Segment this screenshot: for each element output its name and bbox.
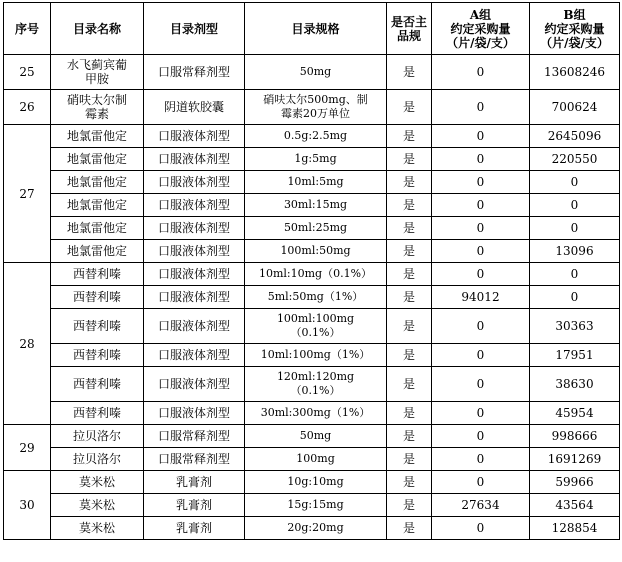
specification-cell: 0.5g:2.5mg bbox=[245, 125, 387, 148]
main-spec-cell: 是 bbox=[387, 240, 432, 263]
drug-name-cell: 莫米松 bbox=[51, 471, 144, 494]
header-group-b-volume: B组 约定采购量 （片/袋/支） bbox=[530, 3, 620, 55]
main-spec-cell: 是 bbox=[387, 471, 432, 494]
specification-cell: 50ml:25mg bbox=[245, 217, 387, 240]
dosage-form-cell: 口服液体剂型 bbox=[144, 148, 245, 171]
group-a-volume-cell: 0 bbox=[432, 448, 530, 471]
table-row bbox=[4, 494, 620, 517]
header-index: 序号 bbox=[4, 3, 51, 55]
group-a-volume-cell: 0 bbox=[432, 55, 530, 90]
group-b-volume-cell: 30363 bbox=[530, 309, 620, 344]
dosage-form-cell: 口服液体剂型 bbox=[144, 402, 245, 425]
drug-name-cell: 西替利嗪 bbox=[51, 344, 144, 367]
main-spec-cell: 是 bbox=[387, 90, 432, 125]
group-b-volume-cell: 0 bbox=[530, 286, 620, 309]
table-row bbox=[4, 344, 620, 367]
specification-cell: 硝呋太尔500mg、制 霉素20万单位 bbox=[245, 90, 387, 125]
group-b-volume-cell: 998666 bbox=[530, 425, 620, 448]
specification-cell: 120ml:120mg （0.1%） bbox=[245, 367, 387, 402]
table-row bbox=[4, 309, 620, 344]
table-header bbox=[4, 3, 620, 55]
header-form: 目录剂型 bbox=[144, 3, 245, 55]
dosage-form-cell: 乳膏剂 bbox=[144, 471, 245, 494]
drug-name-cell: 地氯雷他定 bbox=[51, 240, 144, 263]
specification-cell: 50mg bbox=[245, 425, 387, 448]
dosage-form-cell: 乳膏剂 bbox=[144, 494, 245, 517]
main-spec-cell: 是 bbox=[387, 171, 432, 194]
specification-cell: 20g:20mg bbox=[245, 517, 387, 540]
dosage-form-cell: 口服液体剂型 bbox=[144, 344, 245, 367]
group-a-volume-cell: 0 bbox=[432, 240, 530, 263]
table-row bbox=[4, 448, 620, 471]
group-b-volume-cell: 13608246 bbox=[530, 55, 620, 90]
drug-name-cell: 西替利嗪 bbox=[51, 402, 144, 425]
group-a-volume-cell: 0 bbox=[432, 90, 530, 125]
table-row bbox=[4, 517, 620, 540]
main-spec-cell: 是 bbox=[387, 263, 432, 286]
specification-cell: 10g:10mg bbox=[245, 471, 387, 494]
header-main-spec: 是否主 品规 bbox=[387, 3, 432, 55]
index-cell: 29 bbox=[4, 425, 51, 471]
group-a-volume-cell: 0 bbox=[432, 367, 530, 402]
drug-name-cell: 拉贝洛尔 bbox=[51, 448, 144, 471]
drug-name-cell: 西替利嗪 bbox=[51, 263, 144, 286]
index-cell: 25 bbox=[4, 55, 51, 90]
table-row bbox=[4, 402, 620, 425]
drug-name-cell: 莫米松 bbox=[51, 494, 144, 517]
drug-name-cell: 硝呋太尔制 霉素 bbox=[51, 90, 144, 125]
main-spec-cell: 是 bbox=[387, 309, 432, 344]
index-cell: 28 bbox=[4, 263, 51, 425]
drug-name-cell: 地氯雷他定 bbox=[51, 148, 144, 171]
group-b-volume-cell: 59966 bbox=[530, 471, 620, 494]
main-spec-cell: 是 bbox=[387, 55, 432, 90]
procurement-table-container bbox=[3, 2, 620, 540]
group-b-volume-cell: 220550 bbox=[530, 148, 620, 171]
specification-cell: 10ml:5mg bbox=[245, 171, 387, 194]
table-row bbox=[4, 194, 620, 217]
group-a-volume-cell: 0 bbox=[432, 471, 530, 494]
group-b-volume-cell: 43564 bbox=[530, 494, 620, 517]
dosage-form-cell: 口服液体剂型 bbox=[144, 194, 245, 217]
table-body bbox=[4, 55, 620, 540]
group-a-volume-cell: 0 bbox=[432, 125, 530, 148]
table-row bbox=[4, 471, 620, 494]
group-b-volume-cell: 17951 bbox=[530, 344, 620, 367]
drug-name-cell: 地氯雷他定 bbox=[51, 194, 144, 217]
group-b-volume-cell: 0 bbox=[530, 217, 620, 240]
group-a-volume-cell: 0 bbox=[432, 148, 530, 171]
drug-name-cell: 地氯雷他定 bbox=[51, 171, 144, 194]
group-a-volume-cell: 0 bbox=[432, 517, 530, 540]
specification-cell: 5ml:50mg（1%） bbox=[245, 286, 387, 309]
drug-name-cell: 西替利嗪 bbox=[51, 309, 144, 344]
group-b-volume-cell: 700624 bbox=[530, 90, 620, 125]
index-cell: 27 bbox=[4, 125, 51, 263]
group-a-volume-cell: 0 bbox=[432, 344, 530, 367]
main-spec-cell: 是 bbox=[387, 402, 432, 425]
group-a-volume-cell: 0 bbox=[432, 402, 530, 425]
group-a-volume-cell: 94012 bbox=[432, 286, 530, 309]
group-b-volume-cell: 1691269 bbox=[530, 448, 620, 471]
specification-cell: 10ml:100mg（1%） bbox=[245, 344, 387, 367]
drug-name-cell: 地氯雷他定 bbox=[51, 217, 144, 240]
group-a-volume-cell: 0 bbox=[432, 217, 530, 240]
table-row bbox=[4, 217, 620, 240]
dosage-form-cell: 口服液体剂型 bbox=[144, 286, 245, 309]
dosage-form-cell: 口服液体剂型 bbox=[144, 125, 245, 148]
dosage-form-cell: 口服液体剂型 bbox=[144, 217, 245, 240]
dosage-form-cell: 口服液体剂型 bbox=[144, 367, 245, 402]
dosage-form-cell: 阴道软胶囊 bbox=[144, 90, 245, 125]
group-a-volume-cell: 27634 bbox=[432, 494, 530, 517]
main-spec-cell: 是 bbox=[387, 125, 432, 148]
dosage-form-cell: 口服液体剂型 bbox=[144, 309, 245, 344]
table-row bbox=[4, 367, 620, 402]
drug-name-cell: 拉贝洛尔 bbox=[51, 425, 144, 448]
main-spec-cell: 是 bbox=[387, 148, 432, 171]
specification-cell: 30ml:300mg（1%） bbox=[245, 402, 387, 425]
drug-name-cell: 西替利嗪 bbox=[51, 367, 144, 402]
table-row bbox=[4, 148, 620, 171]
procurement-table bbox=[3, 2, 620, 540]
table-row bbox=[4, 425, 620, 448]
main-spec-cell: 是 bbox=[387, 517, 432, 540]
specification-cell: 100ml:100mg （0.1%） bbox=[245, 309, 387, 344]
dosage-form-cell: 口服常释剂型 bbox=[144, 55, 245, 90]
group-a-volume-cell: 0 bbox=[432, 171, 530, 194]
table-row bbox=[4, 171, 620, 194]
main-spec-cell: 是 bbox=[387, 448, 432, 471]
group-a-volume-cell: 0 bbox=[432, 309, 530, 344]
drug-name-cell: 地氯雷他定 bbox=[51, 125, 144, 148]
main-spec-cell: 是 bbox=[387, 367, 432, 402]
group-b-volume-cell: 128854 bbox=[530, 517, 620, 540]
table-row bbox=[4, 240, 620, 263]
specification-cell: 50mg bbox=[245, 55, 387, 90]
main-spec-cell: 是 bbox=[387, 217, 432, 240]
main-spec-cell: 是 bbox=[387, 494, 432, 517]
table-row bbox=[4, 55, 620, 90]
index-cell: 30 bbox=[4, 471, 51, 540]
table-row bbox=[4, 286, 620, 309]
header-row bbox=[4, 3, 620, 55]
main-spec-cell: 是 bbox=[387, 344, 432, 367]
group-a-volume-cell: 0 bbox=[432, 263, 530, 286]
specification-cell: 10ml:10mg（0.1%） bbox=[245, 263, 387, 286]
header-group-a-volume: A组 约定采购量 （片/袋/支） bbox=[432, 3, 530, 55]
specification-cell: 15g:15mg bbox=[245, 494, 387, 517]
specification-cell: 1g:5mg bbox=[245, 148, 387, 171]
dosage-form-cell: 口服液体剂型 bbox=[144, 171, 245, 194]
group-b-volume-cell: 0 bbox=[530, 263, 620, 286]
header-name: 目录名称 bbox=[51, 3, 144, 55]
table-row bbox=[4, 125, 620, 148]
group-b-volume-cell: 2645096 bbox=[530, 125, 620, 148]
group-a-volume-cell: 0 bbox=[432, 194, 530, 217]
specification-cell: 100ml:50mg bbox=[245, 240, 387, 263]
dosage-form-cell: 乳膏剂 bbox=[144, 517, 245, 540]
group-b-volume-cell: 13096 bbox=[530, 240, 620, 263]
main-spec-cell: 是 bbox=[387, 194, 432, 217]
group-b-volume-cell: 0 bbox=[530, 171, 620, 194]
dosage-form-cell: 口服常释剂型 bbox=[144, 425, 245, 448]
group-b-volume-cell: 45954 bbox=[530, 402, 620, 425]
table-row bbox=[4, 263, 620, 286]
specification-cell: 30ml:15mg bbox=[245, 194, 387, 217]
dosage-form-cell: 口服液体剂型 bbox=[144, 263, 245, 286]
header-spec: 目录规格 bbox=[245, 3, 387, 55]
specification-cell: 100mg bbox=[245, 448, 387, 471]
group-b-volume-cell: 38630 bbox=[530, 367, 620, 402]
group-a-volume-cell: 0 bbox=[432, 425, 530, 448]
index-cell: 26 bbox=[4, 90, 51, 125]
main-spec-cell: 是 bbox=[387, 286, 432, 309]
dosage-form-cell: 口服液体剂型 bbox=[144, 240, 245, 263]
dosage-form-cell: 口服常释剂型 bbox=[144, 448, 245, 471]
drug-name-cell: 水飞蓟宾葡 甲胺 bbox=[51, 55, 144, 90]
main-spec-cell: 是 bbox=[387, 425, 432, 448]
drug-name-cell: 莫米松 bbox=[51, 517, 144, 540]
drug-name-cell: 西替利嗪 bbox=[51, 286, 144, 309]
table-row bbox=[4, 90, 620, 125]
group-b-volume-cell: 0 bbox=[530, 194, 620, 217]
